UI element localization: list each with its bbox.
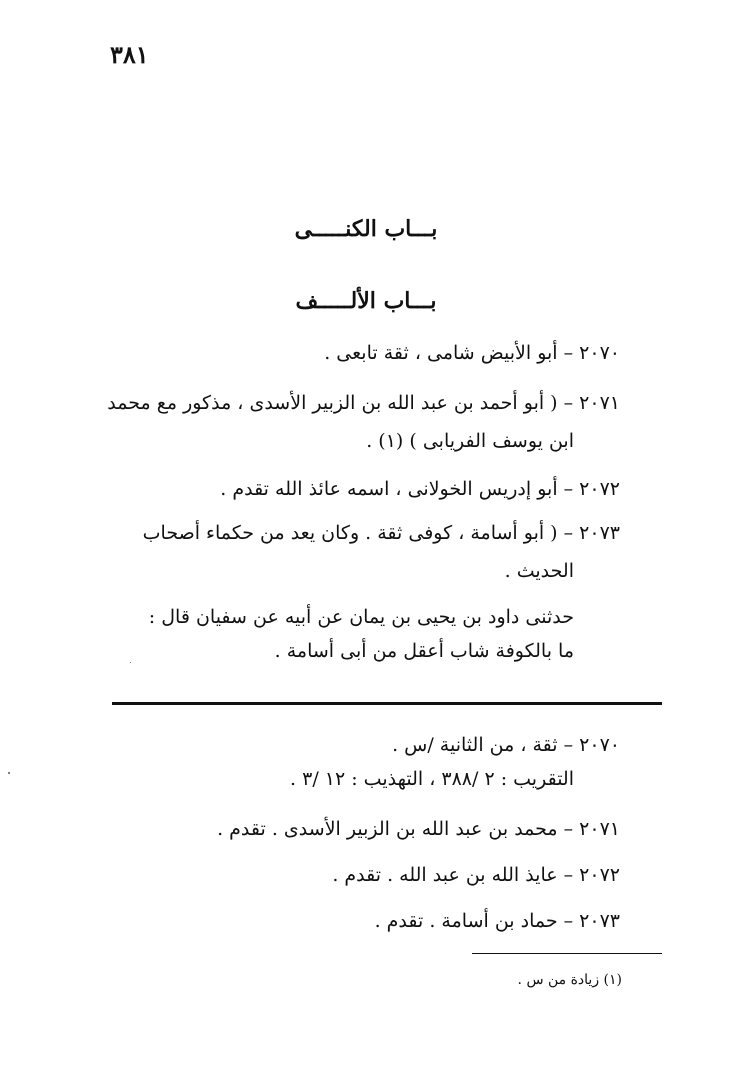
note-2070-line-2: التقريب : ٢ /٣٨٨ ، التهذيب : ١٢ /٣ . xyxy=(290,768,574,790)
entry-2070-line-1: ٢٠٧٠ – أبو الأبيض شامى ، ثقة تابعى . xyxy=(324,342,620,364)
note-2071: ٢٠٧١ – محمد بن عبد الله بن الزبير الأسدى . تقدم . xyxy=(217,818,620,840)
quote-line-1: حدثنى داود بن يحيى بن يمان عن أبيه عن سفيان قال : xyxy=(148,606,574,628)
entry-2073-line-1: ٢٠٧٣ – ( أبو أسامة ، كوفى ثقة . وكان يعد من حكماء أصحاب xyxy=(142,522,620,544)
footnote-separator xyxy=(112,702,662,705)
scan-speck xyxy=(130,662,131,663)
footnote-text: (١) زيادة من س . xyxy=(517,972,622,988)
entry-2071-line-1: ٢٠٧١ – ( أبو أحمد بن عبد الله بن الزبير الأسدى ، مذكور مع محمد xyxy=(107,392,620,414)
scan-speck xyxy=(8,772,10,774)
chapter-title: بـــاب الكنـــــى xyxy=(294,216,438,242)
entry-2072-line-1: ٢٠٧٢ – أبو إدريس الخولانى ، اسمه عائذ الله تقدم . xyxy=(220,478,620,500)
note-2070-line-1: ٢٠٧٠ – ثقة ، من الثانية /س . xyxy=(392,734,620,756)
entry-2073-line-2: الحديث . xyxy=(504,560,574,582)
note-2072: ٢٠٧٢ – عايذ الله بن عبد الله . تقدم . xyxy=(332,864,620,886)
footnote-rule xyxy=(472,953,662,954)
entry-2071-line-2: ابن يوسف الفريابى ) (١) . xyxy=(366,430,574,452)
note-2073: ٢٠٧٣ – حماد بن أسامة . تقدم . xyxy=(374,910,620,932)
section-title: بـــاب الألـــــف xyxy=(295,288,437,314)
page-number: ٣٨١ xyxy=(110,40,149,69)
quote-line-2: ما بالكوفة شاب أعقل من أبى أسامة . xyxy=(274,640,574,662)
